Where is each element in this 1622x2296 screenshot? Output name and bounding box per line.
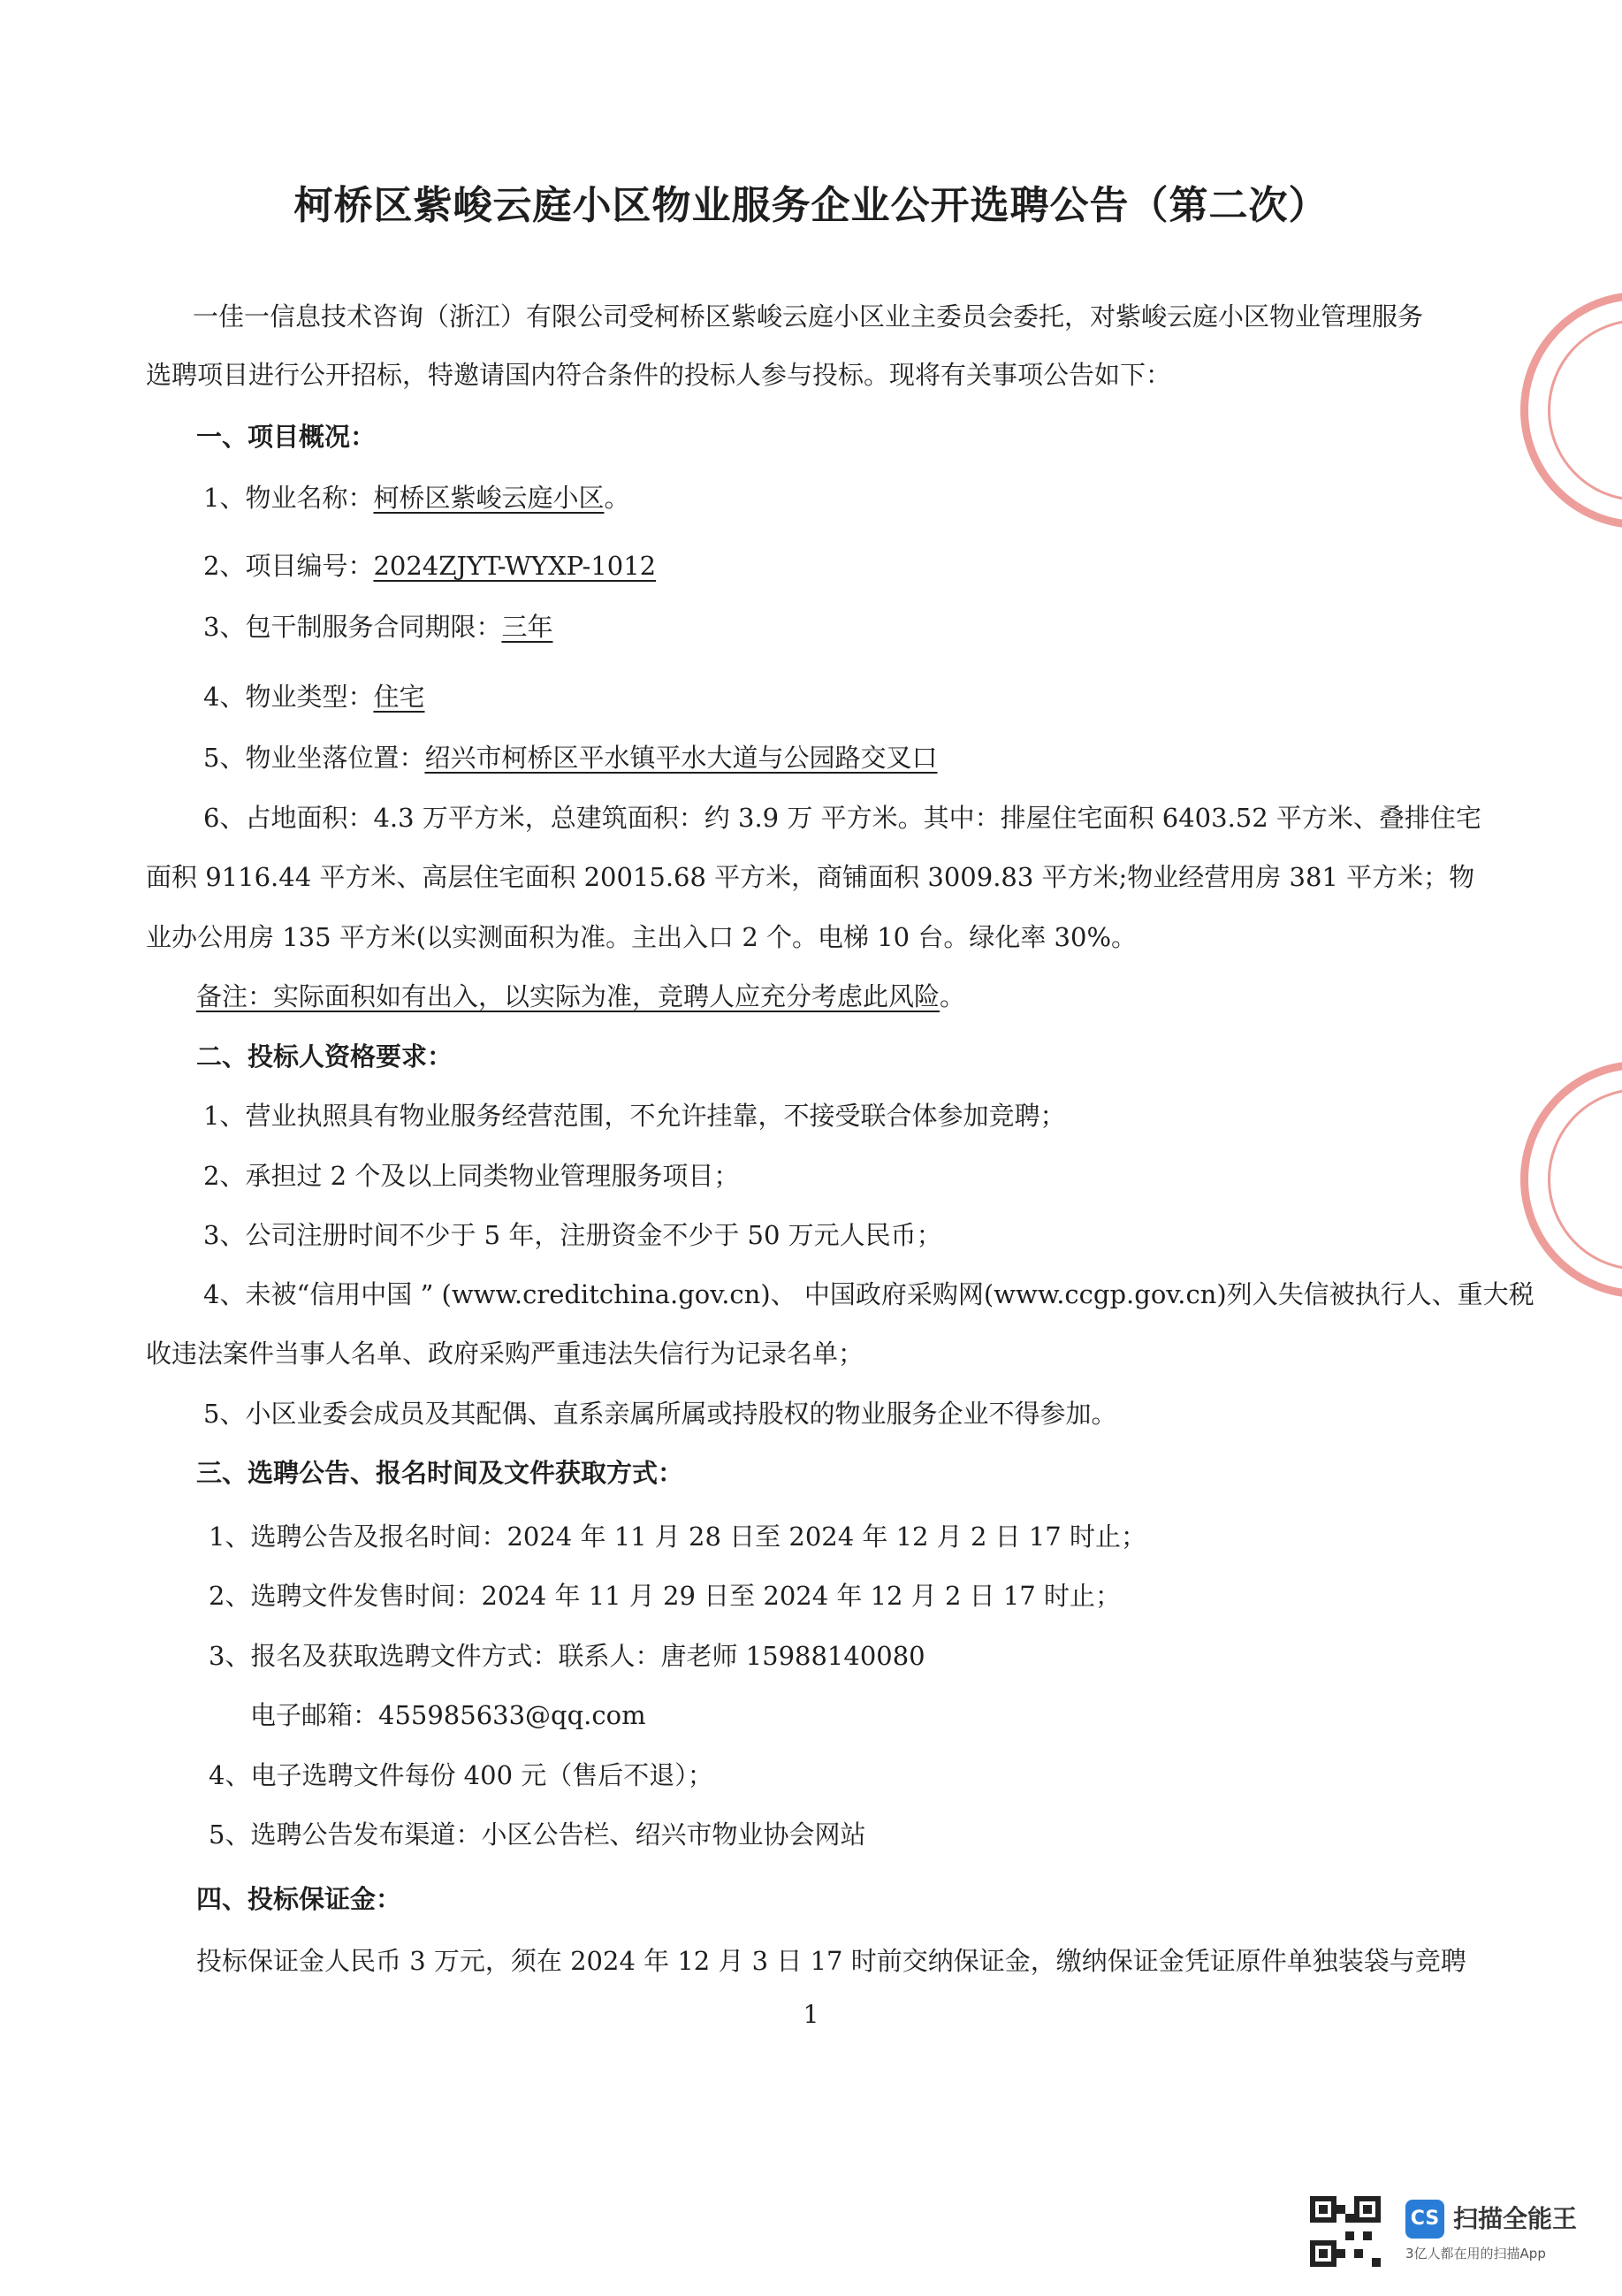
section1-heading: 一、项目概况： [196, 422, 377, 452]
qualification-item-1: 1、营业执照具有物业服务经营范围，不允许挂靠，不接受联合体参加竞聘； [203, 1101, 1066, 1131]
schedule-item-1: 1、选聘公告及报名时间：2024 年 11 月 28 日至 2024 年 12 月 2 日 17 时止； [209, 1522, 1146, 1552]
scanner-app-name: 扫描全能王 [1453, 2204, 1578, 2233]
property-location-row [203, 740, 937, 775]
property-type-label: 4、物业类型： [203, 682, 374, 712]
document-title: 柯桥区紫峻云庭小区物业服务企业公开选聘公告（第二次） [293, 183, 1329, 228]
property-type-value: 住宅 [373, 682, 425, 712]
property-name-row [203, 480, 629, 515]
intro-line-1: 一佳一信息技术咨询（浙江）有限公司受柯桥区紫峻云庭小区业主委员会委托，对紫峻云庭小区物业管理服务 [193, 301, 1424, 332]
contract-term-row [203, 609, 552, 645]
area-note-end: 。 [940, 981, 966, 1011]
qualification-item-4: 4、未被“信用中国 ” (www.creditchina.gov.cn)、 中国政府采购网(www.ccgp.gov.cn)列入失信被执行人、重大税 [203, 1279, 1534, 1309]
schedule-item-5: 5、选聘公告发布渠道：小区公告栏、绍兴市物业协会网站 [209, 1819, 866, 1850]
intro-line-2: 选聘项目进行公开招标，特邀请国内符合条件的投标人参与投标。现将有关事项公告如下： [146, 360, 1172, 390]
scanner-watermark [1405, 2194, 1622, 2274]
scanner-app-tagline: 3亿人都在用的扫描App [1405, 2246, 1546, 2262]
schedule-item-4: 4、电子选聘文件每份 400 元（售后不退）； [209, 1760, 713, 1790]
qualification-item-5: 5、小区业委会成员及其配偶、直系亲属所属或持股权的物业服务企业不得参加。 [203, 1399, 1117, 1429]
qr-code-icon [1310, 2196, 1381, 2267]
schedule-item-3: 3、报名及获取选聘文件方式：联系人：唐老师 15988140080 [209, 1641, 925, 1671]
contact-email: 电子邮箱：455985633@qq.com [250, 1700, 646, 1730]
area-line-2: 面积 9116.44 平方米、高层住宅面积 20015.68 平方米，商铺面积 3009.83 平方米;物业经营用房 381 平方米；物 [146, 862, 1475, 892]
red-seal-top [1520, 292, 1622, 529]
property-location-value: 绍兴市柯桥区平水镇平水大道与公园路交叉口 [424, 743, 938, 773]
cs-logo-icon: CS [1405, 2200, 1444, 2239]
property-type-row [203, 679, 424, 714]
area-note: 备注：实际面积如有出入，以实际为准，竞聘人应充分考虑此风险 [196, 981, 940, 1011]
schedule-item-2: 2、选聘文件发售时间：2024 年 11 月 29 日至 2024 年 12 月 2 日 17 时止； [209, 1581, 1121, 1611]
qualification-item-2: 2、承担过 2 个及以上同类物业管理服务项目； [203, 1161, 740, 1191]
page-number: 1 [803, 2000, 819, 2029]
qualification-item-4-cont: 收违法案件当事人名单、政府采购严重违法失信行为记录名单； [146, 1339, 864, 1369]
contract-term-label: 3、包干制服务合同期限： [203, 612, 502, 642]
project-code-row [203, 548, 656, 584]
section2-heading: 二、投标人资格要求： [196, 1041, 453, 1072]
section4-heading: 四、投标保证金： [196, 1884, 402, 1914]
property-location-label: 5、物业坐落位置： [203, 743, 425, 773]
deposit-text: 投标保证金人民币 3 万元，须在 2024 年 12 月 3 日 17 时前交纳保证金，缴纳保证金凭证原件单独装袋与竞聘 [196, 1946, 1466, 1976]
property-name-end: 。 [604, 483, 630, 513]
contract-term-value: 三年 [501, 612, 553, 642]
section3-heading: 三、选聘公告、报名时间及文件获取方式： [196, 1458, 684, 1488]
project-code-value: 2024ZJYT-WYXP-1012 [373, 551, 657, 581]
project-code-label: 2、项目编号： [203, 551, 374, 581]
area-note-row [196, 979, 965, 1014]
property-name-label: 1、物业名称： [203, 483, 374, 513]
area-line-1: 6、占地面积：4.3 万平方米，总建筑面积：约 3.9 万 平方米。其中：排屋住宅面积 6403.52 平方米、叠排住宅 [203, 803, 1481, 833]
red-seal-middle [1520, 1061, 1622, 1298]
area-line-3: 业办公用房 135 平方米(以实测面积为准。主出入口 2 个。电梯 10 台。绿化率 30%。 [146, 922, 1138, 952]
qualification-item-3: 3、公司注册时间不少于 5 年，注册资金不少于 50 万元人民币； [203, 1220, 942, 1250]
property-name-value: 柯桥区紫峻云庭小区 [373, 483, 605, 513]
